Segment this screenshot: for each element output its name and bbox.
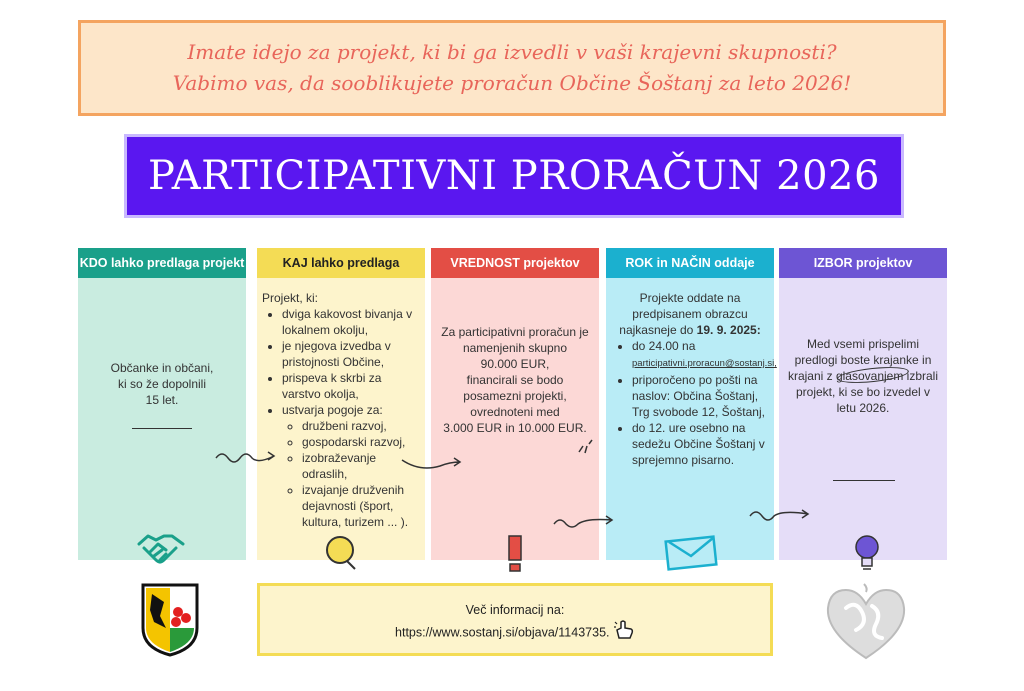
column-who (78, 248, 246, 560)
deadline-intro-2: predpisanem obrazcu (632, 307, 748, 321)
value-line-1: Za participativni proračun je (441, 325, 589, 339)
list-item: ◦ izvajanje družvenih dejavnosti (šport, kultura, turizem ... ). (302, 482, 417, 530)
what-sublist (282, 418, 417, 530)
what-list (262, 306, 417, 530)
value-line-7: 3.000 EUR in 10.000 EUR. (443, 421, 587, 435)
deadline-intro-1: Projekte oddate na (639, 291, 741, 305)
value-line-4: financirali se bodo (466, 373, 564, 387)
selection-line-3: krajani z glasovanjem izbrali (787, 369, 939, 383)
squiggle-arrow (748, 506, 812, 531)
envelope-icon (664, 534, 718, 572)
exclamation-icon (505, 534, 525, 572)
speech-bubble-icon (323, 534, 359, 572)
lightbulb-icon (853, 534, 881, 572)
intro-line-1: Imate idejo za projekt, ki bi ga izvedli v vaši krajevni skupnosti? (187, 40, 837, 64)
list-item: • priporočeno po pošti na naslov: Občina Šoštanj, Trg svobode 12, Šoštanj, (632, 372, 768, 420)
value-line-5: posamezni projekti, (463, 389, 567, 403)
deadline-intro-3: najkasneje do 19. 9. 2025: (619, 323, 761, 337)
list-item: • ustvarja pogoje za: ◦ družbeni razvoj, ◦ gospodarski razvoj, ◦ izobraževanje odraslih, ◦ izvajanje družvenih dejavnosti (šport, kultura, turizem ... ). (282, 402, 417, 530)
list-item: ◦ izobraževanje odraslih, (302, 450, 417, 482)
info-label: Več informacij na: (465, 603, 565, 617)
intro-banner (78, 20, 946, 116)
squiggle-arrow (400, 454, 464, 479)
coat-of-arms-logo (140, 582, 200, 663)
selection-line-5: letu 2026. (836, 401, 890, 415)
selection-line-4: projekt, ki se bo izvedel v (795, 385, 931, 399)
squiggle-arrow (214, 448, 278, 471)
selection-line-2: predlogi boste krajanke in (794, 353, 932, 367)
column-what (257, 248, 425, 560)
who-line-3: 15 let. (145, 393, 179, 407)
value-line-2: namenjenih skupno (462, 341, 568, 355)
what-lead: Projekt, ki: (262, 291, 319, 305)
who-line-1: Občanke in občani, (110, 361, 214, 375)
list-item: ◦ gospodarski razvoj, (302, 434, 417, 450)
heart-logo (822, 582, 910, 667)
column-selection-heading: IZBOR projektov (779, 248, 947, 278)
divider (833, 480, 895, 481)
list-item: • dviga kakovost bivanja v lokalnem okolju, (282, 306, 417, 338)
value-line-6: ovrednoteni med (470, 405, 560, 419)
who-line-2: ki so že dopolnili (117, 377, 207, 391)
list-item: • do 24.00 na participativni.proracun@sostanj.si, (632, 338, 768, 372)
value-line-3: 90.000 EUR, (480, 357, 550, 371)
deadline-date: 19. 9. 2025: (696, 323, 761, 337)
email-link[interactable]: participativni.proracun@sostanj.si, (632, 358, 777, 369)
sparkle-icon (577, 436, 593, 454)
deadline-list (612, 338, 777, 468)
column-who-heading: KDO lahko predlaga projekt (78, 248, 246, 278)
list-item: • prispeva k skrbi za varstvo okolja, (282, 370, 417, 402)
handshake-icon (136, 530, 186, 570)
selection-line-1: Med vsemi prispelimi (806, 337, 920, 351)
more-info-box (257, 583, 773, 656)
column-value-heading: VREDNOST projektov (431, 248, 599, 278)
page-title: PARTICIPATIVNI PRORAČUN 2026 (124, 134, 904, 218)
column-what-heading: KAJ lahko predlaga (257, 248, 425, 278)
list-item: ◦ družbeni razvoj, (302, 418, 417, 434)
list-item: • je njegova izvedba v pristojnosti Občine, (282, 338, 417, 370)
squiggle-arrow (552, 512, 616, 537)
info-link[interactable]: https://www.sostanj.si/objava/1143735. (260, 620, 770, 646)
list-item: • do 12. ure osebno na sedežu Občine Šoštanj v sprejemno pisarno. (632, 420, 768, 468)
pointer-hand-icon (613, 620, 635, 646)
column-deadline-heading: ROK in NAČIN oddaje (606, 248, 774, 278)
divider (132, 428, 192, 429)
intro-line-2: Vabimo vas, da sooblikujete proračun Občine Šoštanj za leto 2026! (172, 71, 852, 95)
